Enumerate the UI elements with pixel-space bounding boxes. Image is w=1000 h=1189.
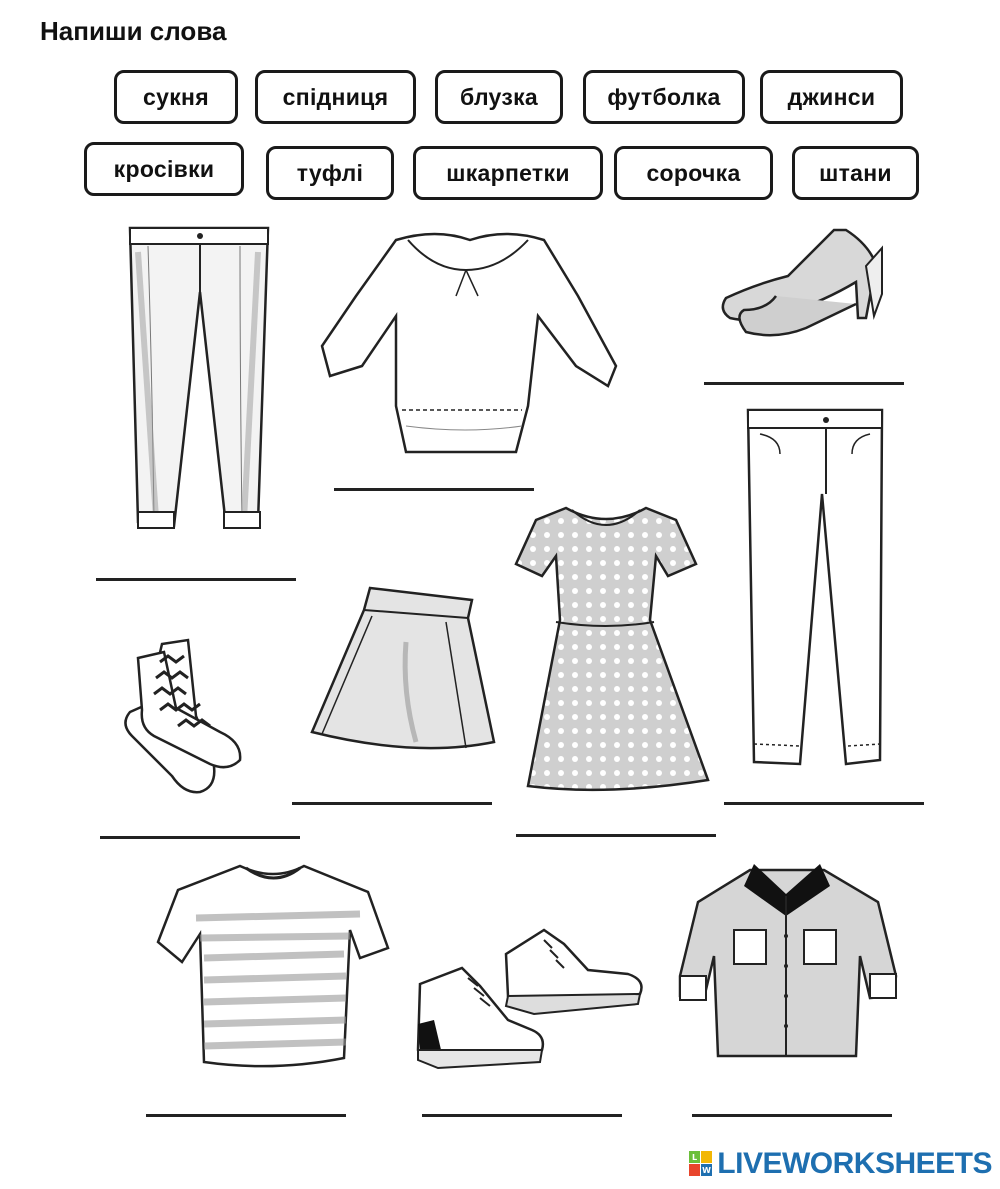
- high-heel-shoes-image: [716, 224, 886, 342]
- word-chip[interactable]: туфлі: [266, 146, 394, 200]
- button-up-shirt-image: [674, 856, 902, 1068]
- answer-line[interactable]: [96, 578, 296, 581]
- logo-text: LIVEWORKSHEETS: [717, 1147, 992, 1180]
- page-title: Напиши слова: [40, 16, 227, 46]
- logo-letter-l: L: [692, 1153, 698, 1162]
- sneakers-image: [414, 924, 648, 1070]
- word-chip[interactable]: штани: [792, 146, 919, 200]
- jeans-image: [740, 404, 890, 770]
- word-chip[interactable]: блузка: [435, 70, 563, 124]
- trousers-image: [118, 222, 278, 544]
- skirt-image: [306, 582, 502, 760]
- word-chip[interactable]: сорочка: [614, 146, 773, 200]
- answer-line[interactable]: [292, 802, 492, 805]
- answer-line[interactable]: [334, 488, 534, 491]
- answer-line[interactable]: [724, 802, 924, 805]
- socks-image: [120, 636, 276, 796]
- word-chip[interactable]: футболка: [583, 70, 745, 124]
- answer-line[interactable]: [516, 834, 716, 837]
- answer-line[interactable]: [100, 836, 300, 839]
- answer-line[interactable]: [692, 1114, 892, 1117]
- blouse-image: [316, 226, 624, 458]
- word-chip[interactable]: кросівки: [84, 142, 244, 196]
- striped-t-shirt-image: [154, 858, 392, 1070]
- word-chip[interactable]: спідниця: [255, 70, 416, 124]
- answer-line[interactable]: [146, 1114, 346, 1117]
- dress-image: [498, 500, 716, 792]
- liveworksheets-icon: [689, 1151, 713, 1177]
- word-chip[interactable]: сукня: [114, 70, 238, 124]
- answer-line[interactable]: [704, 382, 904, 385]
- answer-line[interactable]: [422, 1114, 622, 1117]
- word-chip[interactable]: джинси: [760, 70, 903, 124]
- liveworksheets-logo: [689, 1147, 992, 1181]
- word-chip[interactable]: шкарпетки: [413, 146, 603, 200]
- logo-letter-w: W: [702, 1166, 712, 1175]
